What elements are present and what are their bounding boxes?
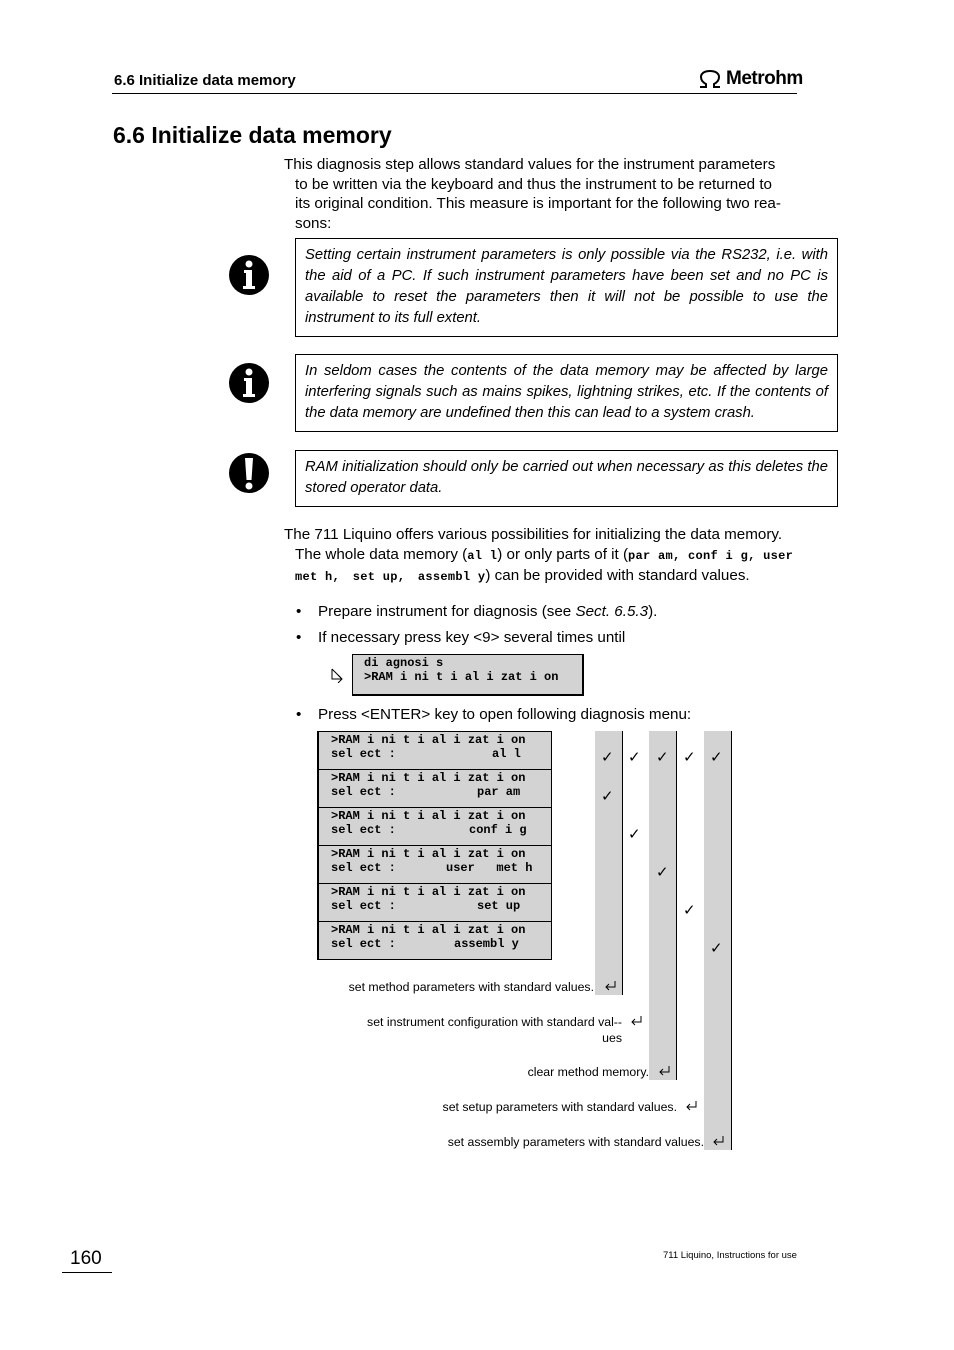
menu-head: >RAM i ni t i al i zat i on <box>331 809 526 823</box>
footer-doc-title: 711 Liquino, Instructions for use <box>663 1250 797 1261</box>
option-assembly: assembl y <box>417 570 486 584</box>
return-arrow-icon <box>711 1135 725 1147</box>
metrohm-logo <box>697 68 803 90</box>
menu-display-all <box>317 731 552 770</box>
para2-line-2 <box>284 545 804 567</box>
menu-option: conf i g <box>469 823 527 837</box>
intro-line-1: This diagnosis step allows standard values for the instrument parameters <box>284 156 776 173</box>
para2-line-3 <box>284 566 804 588</box>
bullet-press-9 <box>296 629 625 646</box>
info-icon <box>227 253 271 297</box>
menu-head: >RAM i ni t i al i zat i on <box>331 733 526 747</box>
bullet-dot: • <box>296 603 302 620</box>
running-header: 6.6 Initialize data memory <box>114 72 296 89</box>
text: The whole data memory ( <box>295 545 468 563</box>
menu-option: user met h <box>446 861 533 875</box>
select-label: sel ect : <box>331 861 396 875</box>
menu-select <box>331 861 551 875</box>
menu-head: >RAM i ni t i al i zat i on <box>331 923 526 937</box>
logo-text: Metrohm <box>726 68 803 89</box>
text: Press <ENTER> key to open following diagnosis menu: <box>318 706 692 723</box>
desc-clear-method: clear method memory. <box>527 1065 649 1079</box>
menu-display-param <box>317 769 552 808</box>
select-label: sel ect : <box>331 747 396 761</box>
menu-option: al l <box>492 747 521 761</box>
page-number: 160 <box>70 1248 102 1269</box>
menu-option: par am <box>477 785 521 799</box>
display-line-1: di agnosi s <box>364 656 444 670</box>
menu-select <box>331 747 551 761</box>
select-label: sel ect : <box>331 937 396 951</box>
text: Prepare instrument for diagnosis (see <box>318 603 576 620</box>
option-setup: set up, <box>352 570 406 584</box>
menu-display-assembly <box>317 921 552 960</box>
option-all: al l <box>467 548 498 563</box>
desc-method-params: set method parameters with standard values. <box>348 980 594 994</box>
text: ) can be provided with standard values. <box>485 567 750 584</box>
return-arrow-icon <box>629 1015 643 1027</box>
menu-select <box>331 899 551 913</box>
check-mark: ✓ <box>656 864 669 881</box>
note-box-interference: In seldom cases the contents of the data memory may be affected by large interfering signals such as mains spikes, lightning strikes, etc. If the contents of the data memory are undefined then this can lead to a system crash. <box>295 354 838 432</box>
menu-option: assembl y <box>454 937 519 951</box>
desc-setup-params: set setup parameters with standard values. <box>442 1100 677 1114</box>
intro-paragraph <box>284 155 796 233</box>
option-parts: par am, conf i g, user <box>628 548 794 563</box>
check-mark: ✓ <box>683 902 696 919</box>
return-arrow-icon <box>603 980 617 992</box>
check-mark: ✓ <box>683 749 696 766</box>
warning-box-ram-init: RAM initialization should only be carried out when necessary as this deletes the stored operator data. <box>295 450 838 507</box>
options-paragraph <box>284 525 804 588</box>
menu-select <box>331 785 551 799</box>
check-mark: ✓ <box>601 788 614 805</box>
intro-line-3: its original condition. This measure is important for the following two rea- <box>295 195 781 212</box>
text: ). <box>648 603 658 620</box>
intro-line-2: to be written via the keyboard and thus the instrument to be returned to <box>295 175 773 193</box>
column-clear-method <box>649 731 677 1080</box>
bullet-dot: • <box>296 706 302 723</box>
lcd-display-diagnosis <box>352 654 584 696</box>
option-meth: met h, <box>295 570 341 584</box>
menu-head: >RAM i ni t i al i zat i on <box>331 885 526 899</box>
bullet-prepare <box>296 603 657 620</box>
text: ) or only parts of it ( <box>497 545 629 563</box>
check-mark: ✓ <box>710 749 723 766</box>
warning-icon <box>227 451 271 495</box>
section-title: 6.6 Initialize data memory <box>113 122 392 148</box>
menu-display-user-meth <box>317 845 552 884</box>
menu-select <box>331 823 551 837</box>
check-mark: ✓ <box>656 749 669 766</box>
bullet-press-enter <box>296 706 691 723</box>
header-rule <box>112 93 797 94</box>
desc-instrument-config-2: ues <box>602 1031 622 1045</box>
info-icon <box>227 361 271 405</box>
pointer-arrow-icon <box>329 667 345 683</box>
column-method-params <box>595 731 623 995</box>
select-label: sel ect : <box>331 785 396 799</box>
select-label: sel ect : <box>331 823 396 837</box>
check-mark: ✓ <box>628 749 641 766</box>
check-mark: ✓ <box>628 826 641 843</box>
display-line-2: >RAM i ni t i al i zat i on <box>364 670 559 684</box>
omega-icon <box>697 69 723 89</box>
check-mark: ✓ <box>710 940 723 957</box>
menu-head: >RAM i ni t i al i zat i on <box>331 847 526 861</box>
menu-option: set up <box>477 899 521 913</box>
bullet-dot: • <box>296 629 302 646</box>
note-box-rs232: Setting certain instrument parameters is only possible via the RS232, i.e. with the aid of a PC. If such instrument parameters have been set and no PC is available to reset the parameters then it will not be possible to use the instrument to its full extent. <box>295 238 838 337</box>
menu-head: >RAM i ni t i al i zat i on <box>331 771 526 785</box>
intro-line-4: sons: <box>295 214 332 232</box>
select-label: sel ect : <box>331 899 396 913</box>
menu-display-config <box>317 807 552 846</box>
return-arrow-icon <box>684 1100 698 1112</box>
return-arrow-icon <box>657 1065 671 1077</box>
check-mark: ✓ <box>601 749 614 766</box>
menu-display-setup <box>317 883 552 922</box>
desc-instrument-config-1: set instrument configuration with standard val-- <box>367 1015 622 1029</box>
desc-assembly-params: set assembly parameters with standard values. <box>447 1135 704 1149</box>
menu-select <box>331 937 551 951</box>
section-reference: Sect. 6.5.3 <box>575 603 649 620</box>
para2-line-1: The 711 Liquino offers various possibilities for initializing the data memory. <box>284 526 783 543</box>
text: If necessary press key <9> several times until <box>318 629 626 646</box>
page-number-rule <box>62 1272 112 1273</box>
